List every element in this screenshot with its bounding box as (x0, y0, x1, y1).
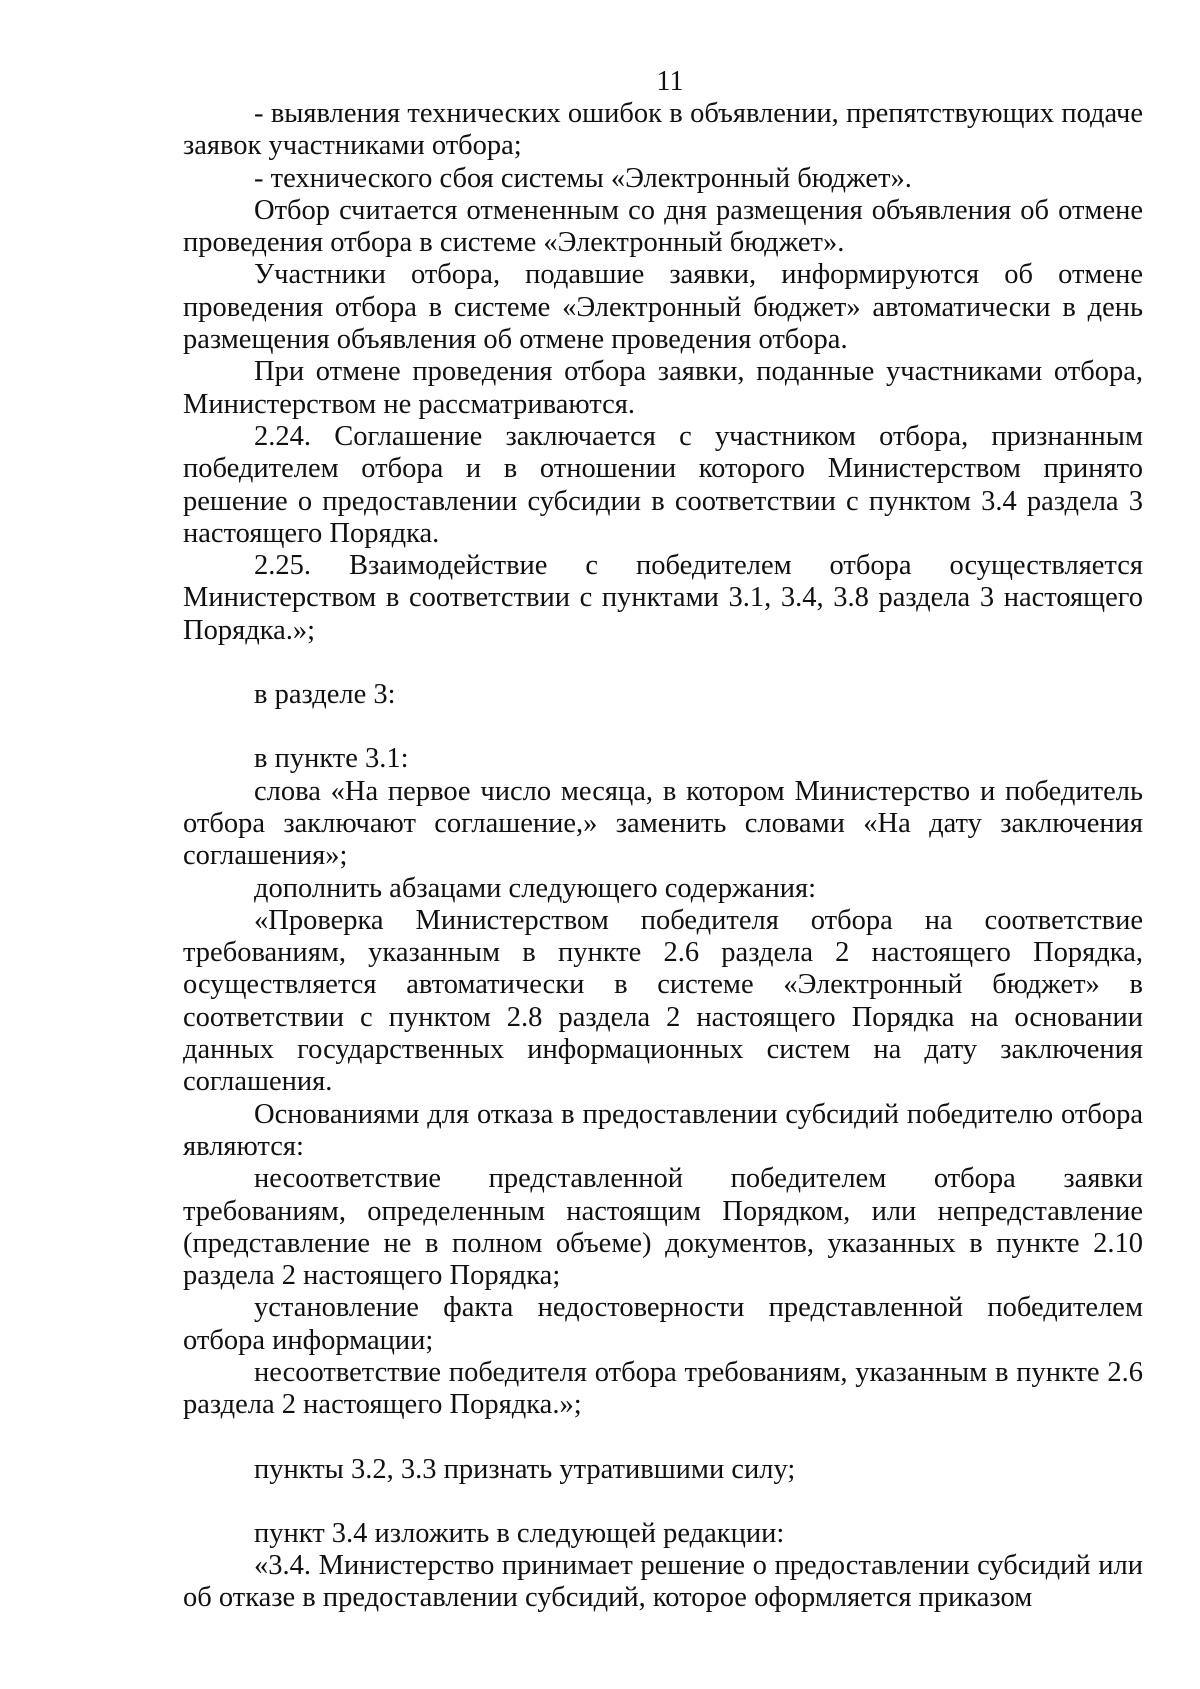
document-body (183, 98, 1143, 1615)
paragraph: - выявления технических ошибок в объявлении, препятствующих подаче заявок участниками отбора; (183, 98, 1143, 162)
paragraph: - технического сбоя системы «Электронный бюджет». (254, 162, 912, 194)
paragraph: пункт 3.4 изложить в следующей редакции: (254, 1517, 785, 1549)
paragraph: «3.4. Министерство принимает решение о предоставлении субсидий или об отказе в предоставлении субсидий, которое оформляется приказом (183, 1550, 1143, 1614)
paragraph: слова «На первое число месяца, в котором Министерство и победитель отбора заключают соглашение,» заменить словами «На дату заключения соглашения»; (183, 775, 1143, 872)
paragraph: дополнить абзацами следующего содержания: (254, 872, 817, 904)
paragraph: 2.24. Соглашение заключается с участником отбора, признанным победителем отбора и в отношении которого Министерством принято решение о предоставлении субсидии в соответствии с пунктом 3.4 раздела 3 настоящего Порядка. (183, 420, 1143, 549)
paragraph: пункты 3.2, 3.3 признать утратившими силу; (254, 1453, 796, 1485)
paragraph: установление факта недостоверности представленной победителем отбора информации; (183, 1292, 1143, 1356)
spacer (183, 647, 1143, 679)
paragraph: Основаниями для отказа в предоставлении субсидий победителю отбора являются: (183, 1098, 1143, 1162)
paragraph: в разделе 3: (254, 679, 396, 711)
paragraph: «Проверка Министерством победителя отбора на соответствие требованиям, указанным в пункте 2.6 раздела 2 настоящего Порядка, осуществляется автоматически в системе «Электронный бюджет» в соответствии с пунктом 2.8 раздела 2 настоящего Порядка на основании данных государственных информационных систем на дату заключения соглашения. (183, 904, 1143, 1098)
page-number: 11 (656, 66, 684, 97)
paragraph: в пункте 3.1: (254, 743, 409, 775)
spacer (183, 1486, 1143, 1518)
paragraph: 2.25. Взаимодействие с победителем отбора осуществляется Министерством в соответствии с пунктами 3.1, 3.4, 3.8 раздела 3 настоящего Порядка.»; (183, 550, 1143, 646)
paragraph: При отмене проведения отбора заявки, поданные участниками отбора, Министерством не рассматриваются. (183, 356, 1143, 420)
spacer (183, 1422, 1143, 1454)
paragraph: несоответствие победителя отбора требованиям, указанным в пункте 2.6 раздела 2 настоящего Порядка.»; (183, 1356, 1143, 1421)
paragraph: Отбор считается отмененным со дня размещения объявления об отмене проведения отбора в системе «Электронный бюджет». (183, 194, 1143, 259)
spacer (183, 711, 1143, 743)
paragraph: Участники отбора, подавшие заявки, информируются об отмене проведения отбора в системе «Электронный бюджет» автоматически в день размещения объявления об отмене проведения отбора. (183, 259, 1143, 356)
paragraph: несоответствие представленной победителем отбора заявки требованиям, определенным настоящим Порядком, или непредставление (представление не в полном объеме) документов, указанных в пункте 2.10 раздела 2 настоящего Порядка; (183, 1163, 1143, 1292)
